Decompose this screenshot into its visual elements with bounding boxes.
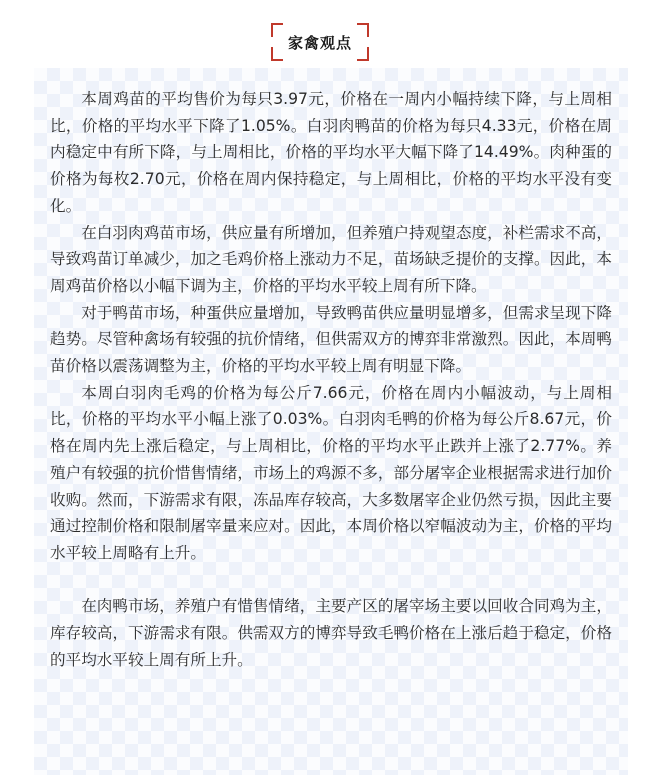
paragraph-live-poultry-prices: 本周白羽肉毛鸡的价格为每公斤7.66元，价格在周内小幅波动，与上周相比，价格的平均水平小幅上涨了0.03%。白羽肉毛鸭的价格为每公斤8.67元，价格在周内先上涨后稳定，与上周相比，价格的平均水平止跌并上涨了2.77%。养殖户有较强的抗价惜售情绪，市场上的鸡源不多，部分屠宰企业根据需求进行加价收购。然而，下游需求有限，冻品库存较高，大多数屠宰企业仍然亏损，因此主要通过控制价格和限制屠宰量来应对。因此，本周价格以窄幅波动为主，价格的平均水平较上周略有上升。 — [50, 383, 612, 562]
section-title-frame — [271, 23, 369, 61]
paragraph-broiler-chick-market: 在白羽肉鸡苗市场，供应量有所增加，但养殖户持观望态度，补栏需求不高，导致鸡苗订单减少，加之毛鸡价格上涨动力不足，苗场缺乏提价的支撑。因此，本周鸡苗价格以小幅下调为主，价格的平均水平较上周有所下降。 — [50, 223, 612, 295]
paragraph-chick-prices: 本周鸡苗的平均售价为每只3.97元，价格在一周内小幅持续下降，与上周相比，价格的平均水平下降了1.05%。白羽肉鸭苗的价格为每只4.33元，价格在周内稳定中有所下降，与上周相比，价格的平均水平大幅下降了14.49%。肉种蛋的价格为每枚2.70元，价格在周内保持稳定，与上周相比，价格的平均水平没有变化。 — [50, 90, 612, 215]
article-body — [50, 86, 612, 673]
section-title: 家禽观点 — [287, 33, 352, 52]
paragraph-meat-duck-market: 在肉鸭市场，养殖户有惜售情绪，主要产区的屠宰场主要以回收合同鸡为主，库存较高，下游需求有限。供需双方的博弈导致毛鸭价格在上涨后趋于稳定，价格的平均水平较上周有所上升。 — [50, 597, 612, 669]
paragraph-duckling-market: 对于鸭苗市场，种蛋供应量增加，导致鸭苗供应量明显增多，但需求呈现下降趋势。尽管种禽场有较强的抗价情绪，但供需双方的博弈非常激烈。因此，本周鸭苗价格以震荡调整为主，价格的平均水平较上周有明显下降。 — [50, 303, 612, 376]
